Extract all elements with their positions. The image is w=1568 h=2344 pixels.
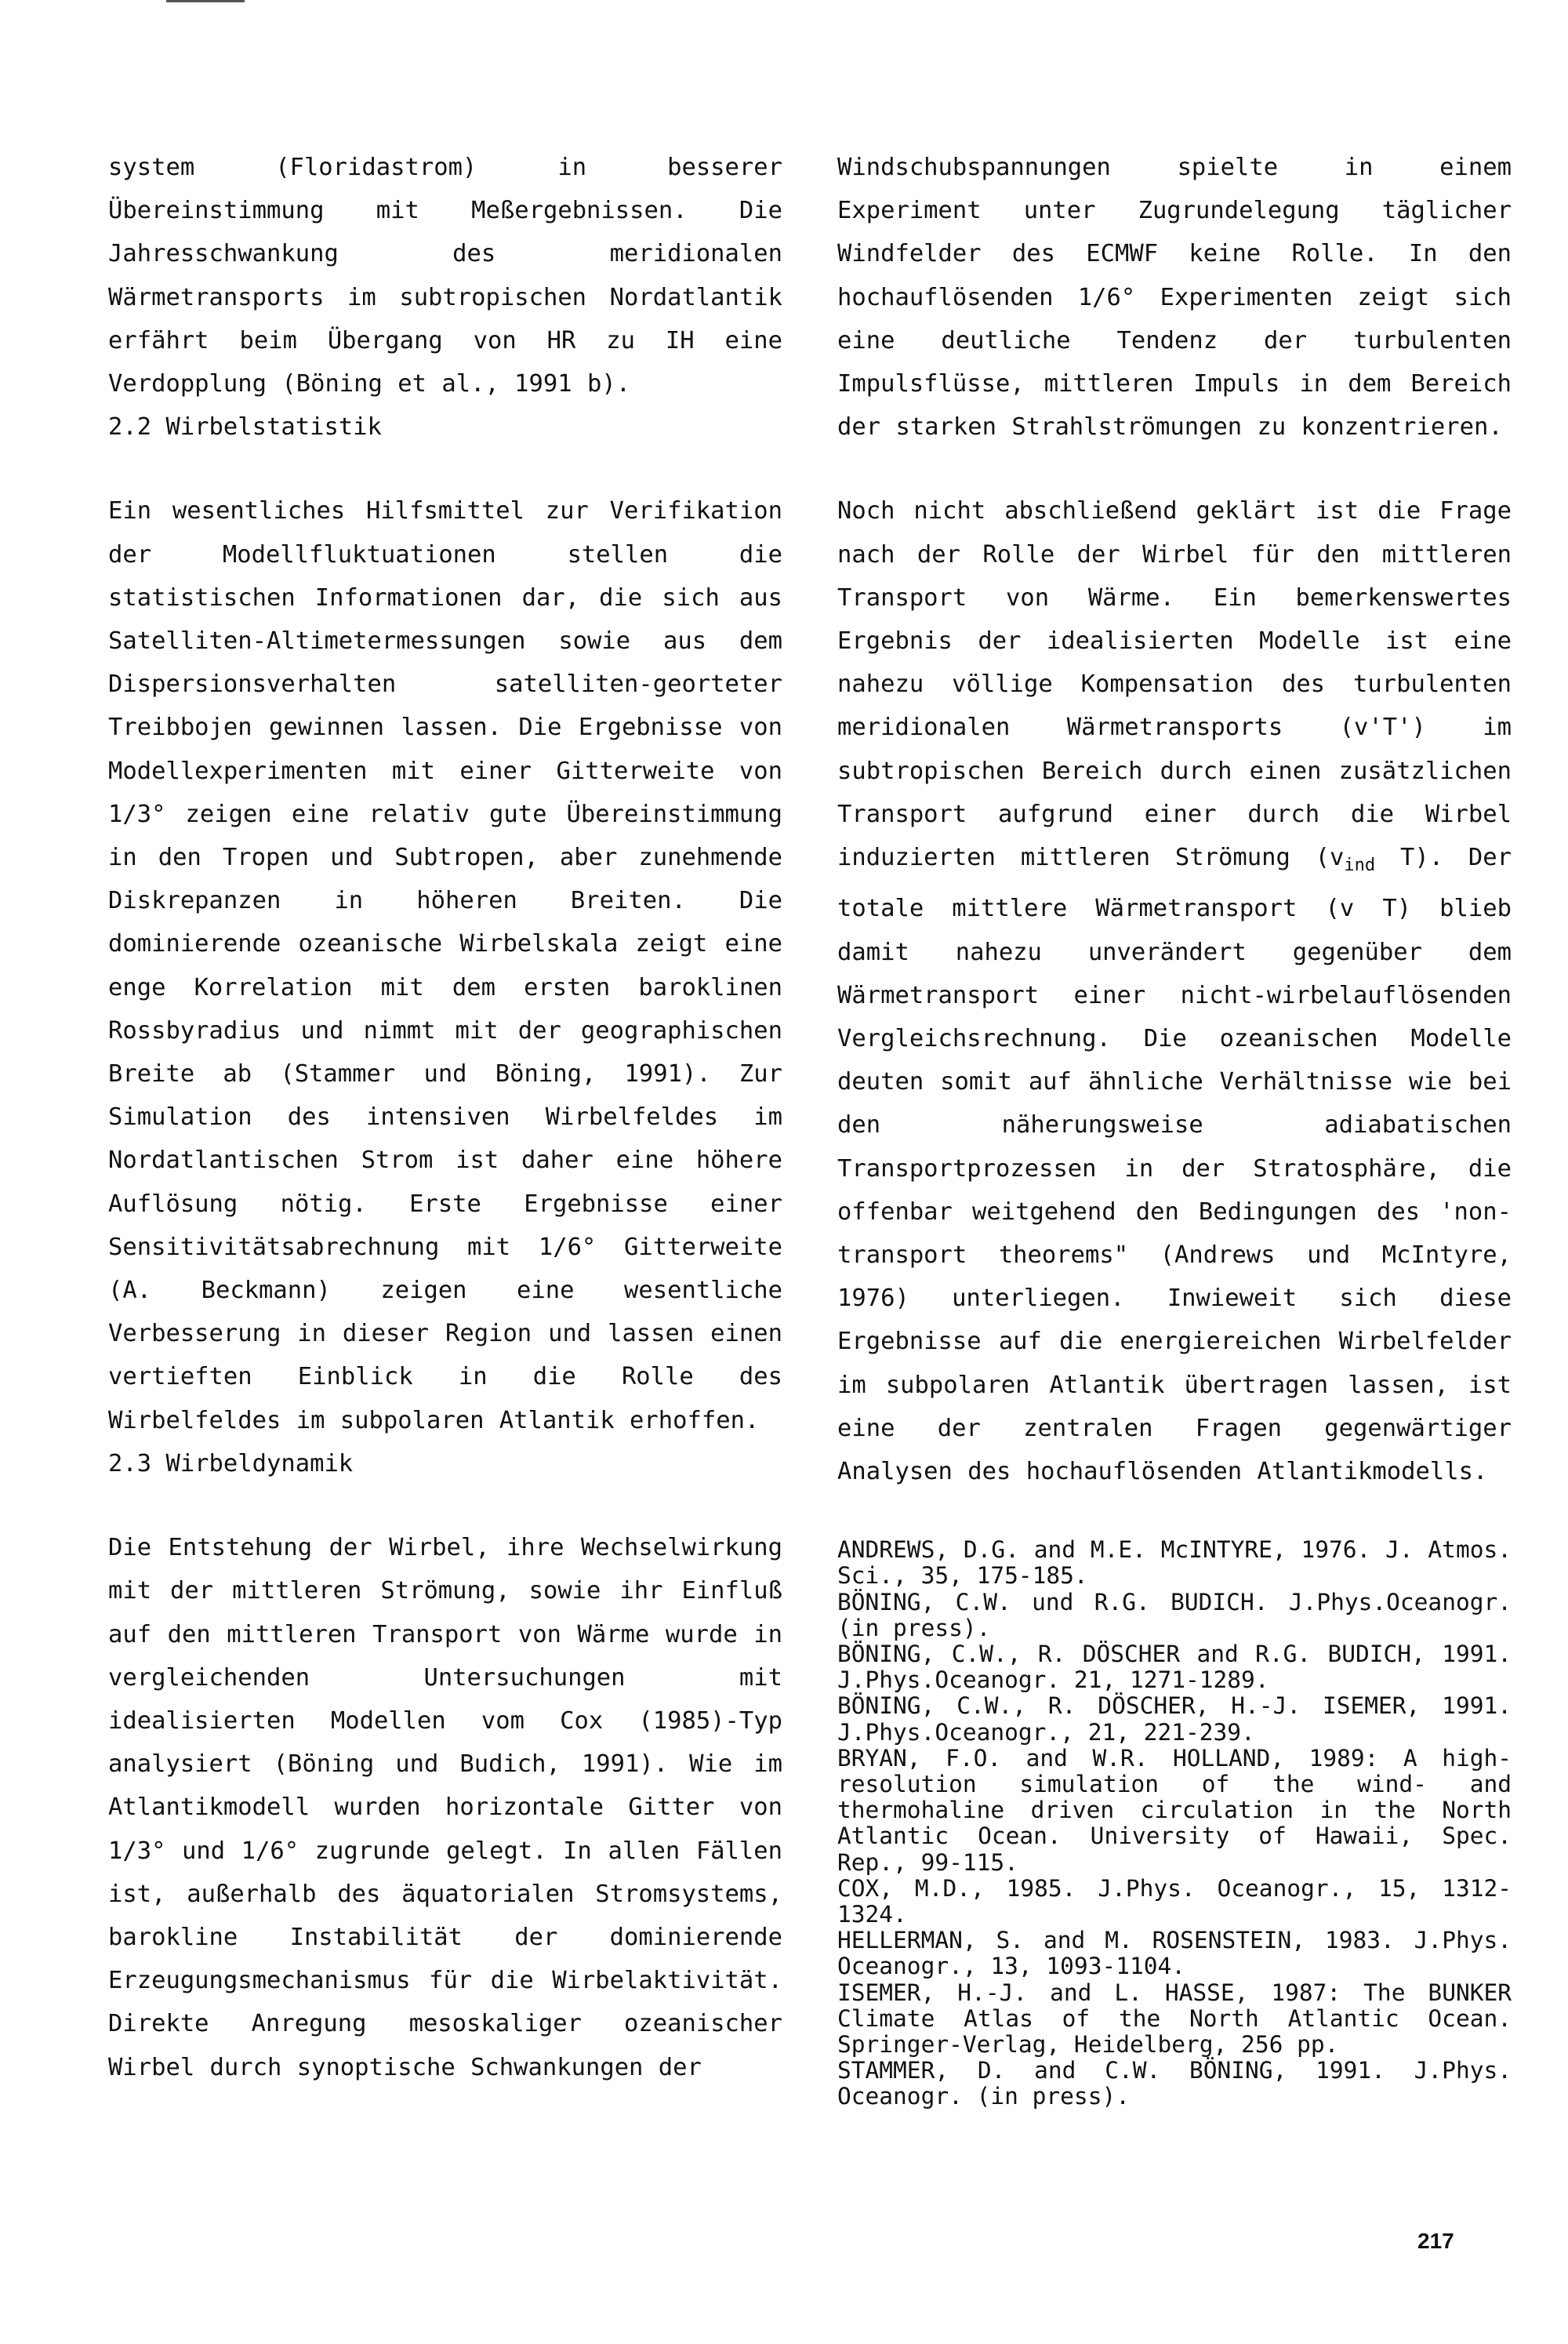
right-column <box>837 146 1512 2110</box>
reference-list <box>837 1537 1512 2110</box>
reference-item: HELLERMAN, S. and M. ROSENSTEIN, 1983. J.Phys. Oceanogr., 13, 1093-1104. <box>837 1927 1512 1980</box>
paragraph-floridastrom: system (Floridastrom) in besserer Übereinstimmung mit Meßergebnissen. Die Jahresschwankung des meridionalen Wärmetransports im subtropischen Nordatlantik erfährt beim Übergang von HR zu IH eine Verdopplung (Böning et al., 1991 b). <box>108 154 782 398</box>
reference-item: STAMMER, D. and C.W. BÖNING, 1991. J.Phys. Oceanogr. (in press). <box>837 2057 1512 2110</box>
section-heading-wirbeldynamik: 2.3 Wirbeldynamik <box>108 1449 354 1477</box>
paragraph-waermetransport <box>837 489 1512 1493</box>
paragraph-wirbelstatistik: Ein wesentliches Hilfsmittel zur Verifikation der Modellfluktuationen stellen die statistischen Informationen dar, die sich aus Satelliten-Altimetermessungen sowie aus dem Dispersionsverhalten satelliten-georteter Treibbojen gewinnen lassen. Die Ergebnisse von Modellexperimenten mit einer Gitterweite von 1/3° zeigen eine relativ gute Übereinstimmung in den Tropen und Subtropen, aber zunehmende Diskrepanzen in höheren Breiten. Die dominierende ozeanische Wirbelskala zeigt eine enge Korrelation mit dem ersten baroklinen Rossbyradius und nimmt mit der geographischen Breite ab (Stammer und Böning, 1991). Zur Simulation des intensiven Wirbelfeldes im Nordatlantischen Strom ist daher eine höhere Auflösung nötig. Erste Ergebnisse einer Sensitivitätsabrechnung mit 1/6° Gitterweite (A. Beckmann) zeigen eine wesentliche Verbesserung in dieser Region und lassen einen vertieften Einblick in die Rolle des Wirbelfeldes im subpolaren Atlantik erhoffen. <box>108 497 782 1434</box>
section-heading-wirbelstatistik: 2.2 Wirbelstatistik <box>108 413 382 442</box>
page-number: 217 <box>1417 2229 1454 2253</box>
paragraph-waermetransport-part1: Noch nicht abschließend geklärt ist die Frage nach der Rolle der Wirbel für den mittleren Transport von Wärme. Ein bemerkenswertes Ergebnis der idealisierten Modelle ist eine nahezu völlige Kompensation des turbulenten meridionalen Wärmetransports (v'T') im subtropischen Bereich durch einen zusätzlichen Transport aufgrund einer durch die Wirbel induzierten mittleren Strömung (v <box>837 497 1512 872</box>
reference-item: BÖNING, C.W. und R.G. BUDICH. J.Phys.Oceanogr. (in press). <box>837 1588 1512 1641</box>
paragraph-wirbeldynamik: Die Entstehung der Wirbel, ihre Wechselwirkung mit der mittleren Strömung, sowie ihr Einfluß auf den mittleren Transport von Wärme wurde in vergleichenden Untersuchungen mit idealisierten Modellen vom Cox (1985)-Typ analysiert (Böning und Budich, 1991). Wie im Atlantikmodell wurden horizontale Gitter von 1/3° und 1/6° zugrunde gelegt. In allen Fällen ist, außerhalb des äquatorialen Stromsystems, barokline Instabilität der dominierende Erzeugungsmechanismus für die Wirbelaktivität. Direkte Anregung mesoskaliger ozeanischer Wirbel durch synoptische Schwankungen der <box>108 1534 782 2081</box>
reference-item: COX, M.D., 1985. J.Phys. Oceanogr., 15, 1312-1324. <box>837 1874 1512 1928</box>
reference-item: ISEMER, H.-J. and L. HASSE, 1987: The BUNKER Climate Atlas of the North Atlantic Ocean. Springer-Verlag, Heidelberg, 256 pp. <box>837 1979 1512 2059</box>
reference-item: ANDREWS, D.G. and M.E. McINTYRE, 1976. J. Atmos. Sci., 35, 175-185. <box>837 1536 1512 1590</box>
paragraph-waermetransport-part2: T). Der totale mittlere Wärmetransport (v T) blieb damit nahezu unverändert gegenüber dem Wärmetransport einer nicht-wirbelauflösenden Vergleichsrechnung. Die ozeanischen Modelle deuten somit auf ähnliche Verhältnisse wie bei den näherungsweise adiabatischen Transportprozessen in der Stratosphäre, die offenbar weitgehend den Bedingungen des 'non-transport theorems" (Andrews und McIntyre, 1976) unterliegen. Inwieweit sich diese Ergebnisse auf die energiereichen Wirbelfelder im subpolaren Atlantik übertragen lassen, ist eine der zentralen Fragen gegenwärtiger Analysen des hochauflösenden Atlantikmodells. <box>837 844 1512 1485</box>
reference-item: BÖNING, C.W., R. DÖSCHER and R.G. BUDICH, 1991. J.Phys.Oceanogr. 21, 1271-1289. <box>837 1641 1512 1694</box>
subscript-ind: ind <box>1344 856 1376 876</box>
reference-item: BÖNING, C.W., R. DÖSCHER, H.-J. ISEMER, 1991. J.Phys.Oceanogr., 21, 221-239. <box>837 1692 1512 1746</box>
left-column <box>108 146 782 2089</box>
reference-item: BRYAN, F.O. and W.R. HOLLAND, 1989: A high-resolution simulation of the wind- and thermohaline driven circulation in the North Atlantic Ocean. University of Hawaii, Spec. Rep., 99-115. <box>837 1744 1512 1876</box>
paragraph-windschub: Windschubspannungen spielte in einem Experiment unter Zugrundelegung täglicher Windfelder des ECMWF keine Rolle. In den hochauflösenden 1/6° Experimenten zeigt sich eine deutliche Tendenz der turbulenten Impulsflüsse, mittleren Impuls in dem Bereich der starken Strahlströmungen zu konzentrieren. <box>837 154 1512 442</box>
top-rule <box>166 0 245 2</box>
